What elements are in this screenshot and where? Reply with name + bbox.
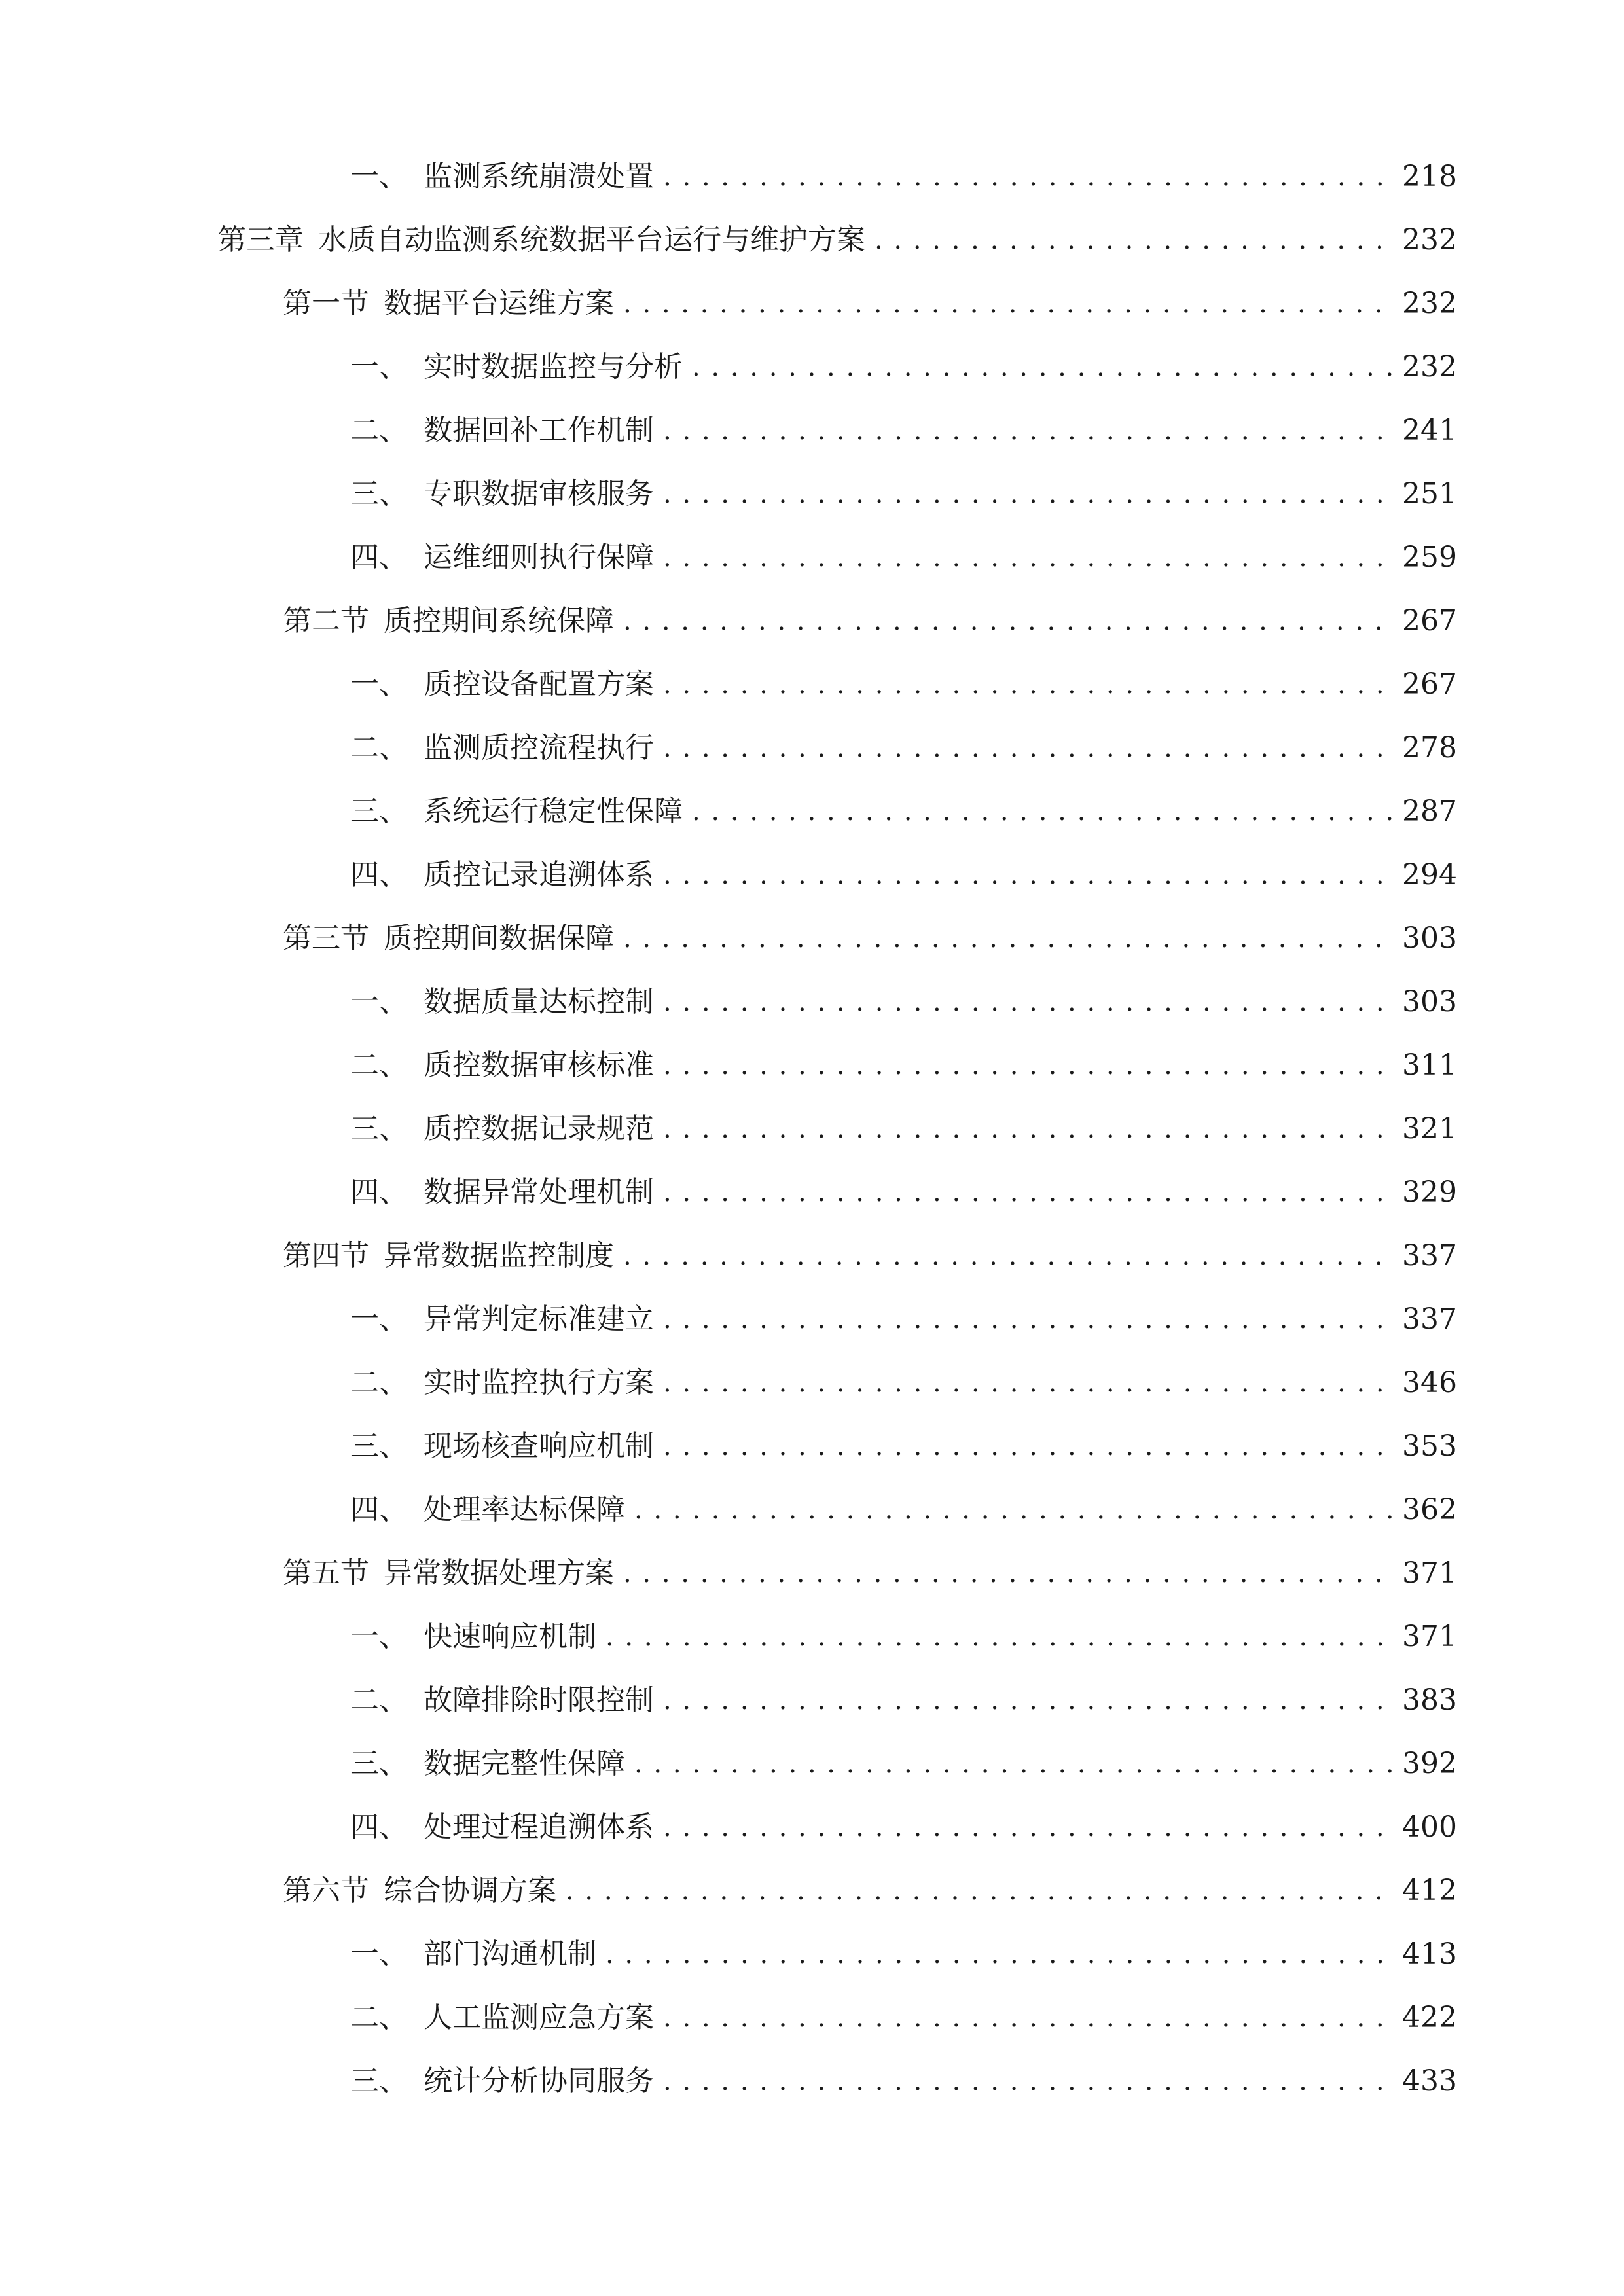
entry-number: 一、 — [350, 1620, 408, 1653]
toc-entry[interactable] — [350, 1287, 1457, 1352]
entry-number: 一、 — [350, 668, 408, 701]
entry-page-number: 400 — [1402, 1810, 1457, 1844]
dot-leader — [634, 1732, 1393, 1796]
toc-entry[interactable] — [350, 2049, 1457, 2113]
entry-number: 一、 — [350, 985, 408, 1018]
toc-entry[interactable] — [350, 399, 1457, 463]
entry-number: 四、 — [350, 1810, 408, 1844]
toc-entry[interactable] — [283, 272, 1457, 336]
entry-page-number: 251 — [1402, 477, 1457, 511]
entry-title: 实时数据监控与分析 — [424, 350, 683, 384]
entry-page-number: 362 — [1402, 1493, 1457, 1526]
entry-number: 第四节 — [283, 1239, 369, 1272]
entry-number: 二、 — [350, 1366, 408, 1399]
dot-leader — [663, 526, 1393, 590]
dot-leader — [663, 145, 1393, 209]
entry-title: 异常判定标准建立 — [424, 1302, 654, 1336]
entry-page-number: 337 — [1402, 1302, 1457, 1336]
dot-leader — [663, 970, 1393, 1034]
entry-page-number: 329 — [1402, 1175, 1457, 1209]
entry-title: 异常数据处理方案 — [384, 1556, 614, 1590]
dot-leader — [623, 1541, 1393, 1605]
entry-title: 人工监测应急方案 — [424, 2001, 654, 2034]
dot-leader — [663, 462, 1393, 526]
toc-entry[interactable] — [283, 1541, 1457, 1605]
dot-leader — [663, 399, 1393, 463]
entry-number: 二、 — [350, 1049, 408, 1082]
toc-entry[interactable] — [283, 1224, 1457, 1288]
entry-page-number: 321 — [1402, 1112, 1457, 1145]
toc-entry[interactable] — [350, 1795, 1457, 1859]
entry-page-number: 383 — [1402, 1683, 1457, 1717]
entry-page-number: 294 — [1402, 858, 1457, 891]
entry-title: 数据异常处理机制 — [424, 1175, 654, 1209]
entry-number: 二、 — [350, 731, 408, 764]
entry-title: 数据完整性保障 — [424, 1747, 625, 1780]
entry-page-number: 422 — [1402, 2001, 1457, 2034]
entry-page-number: 392 — [1402, 1747, 1457, 1780]
entry-title: 处理率达标保障 — [424, 1493, 625, 1526]
toc-entry[interactable] — [350, 843, 1457, 907]
entry-number: 四、 — [350, 858, 408, 891]
dot-leader — [663, 1287, 1393, 1352]
entry-title: 运维细则执行保障 — [424, 541, 654, 574]
entry-title: 系统运行稳定性保障 — [424, 795, 683, 828]
toc-entry[interactable] — [350, 1922, 1457, 1986]
entry-title: 现场核查响应机制 — [424, 1429, 654, 1463]
entry-title: 监测质控流程执行 — [424, 731, 654, 764]
toc-entry[interactable] — [350, 1605, 1457, 1669]
entry-number: 二、 — [350, 414, 408, 447]
toc-entry[interactable] — [350, 1097, 1457, 1161]
dot-leader — [623, 906, 1393, 971]
entry-number: 第三章 — [217, 223, 304, 257]
dot-leader — [663, 1414, 1393, 1479]
entry-number: 二、 — [350, 2001, 408, 2034]
entry-number: 一、 — [350, 1937, 408, 1971]
entry-number: 四、 — [350, 1493, 408, 1526]
entry-page-number: 337 — [1402, 1239, 1457, 1272]
entry-number: 第六节 — [283, 1874, 369, 1907]
entry-page-number: 433 — [1402, 2064, 1457, 2098]
dot-leader — [663, 1351, 1393, 1415]
entry-number: 三、 — [350, 1429, 408, 1463]
entry-page-number: 232 — [1402, 223, 1457, 257]
toc-entry[interactable] — [217, 208, 1457, 272]
toc-entry[interactable] — [283, 589, 1457, 653]
entry-title: 数据平台运维方案 — [384, 287, 614, 320]
dot-leader — [663, 2049, 1393, 2113]
entry-title: 水质自动监测系统数据平台运行与维护方案 — [318, 223, 865, 257]
dot-leader — [663, 1097, 1393, 1161]
entry-number: 一、 — [350, 350, 408, 384]
entry-number: 三、 — [350, 477, 408, 511]
entry-number: 二、 — [350, 1683, 408, 1717]
entry-number: 第一节 — [283, 287, 369, 320]
entry-page-number: 303 — [1402, 922, 1457, 955]
dot-leader — [566, 1859, 1393, 1923]
toc-entry[interactable] — [350, 780, 1457, 844]
entry-title: 专职数据审核服务 — [424, 477, 654, 511]
toc-entry[interactable] — [350, 1414, 1457, 1479]
dot-leader — [663, 1033, 1393, 1098]
entry-title: 处理过程追溯体系 — [424, 1810, 654, 1844]
entry-number: 四、 — [350, 1175, 408, 1209]
entry-title: 故障排除时限控制 — [424, 1683, 654, 1717]
entry-number: 三、 — [350, 795, 408, 828]
toc-entry[interactable] — [350, 1033, 1457, 1098]
entry-page-number: 346 — [1402, 1366, 1457, 1399]
entry-page-number: 287 — [1402, 795, 1457, 828]
entry-title: 质控设备配置方案 — [424, 668, 654, 701]
entry-title: 质控数据审核标准 — [424, 1049, 654, 1082]
toc-entry[interactable] — [350, 462, 1457, 526]
entry-page-number: 267 — [1402, 668, 1457, 701]
entry-title: 部门沟通机制 — [424, 1937, 596, 1971]
entry-title: 监测系统崩溃处置 — [424, 160, 654, 193]
toc-entry[interactable] — [350, 716, 1457, 780]
dot-leader — [623, 272, 1393, 336]
entry-page-number: 413 — [1402, 1937, 1457, 1971]
entry-page-number: 278 — [1402, 731, 1457, 764]
toc-entry[interactable] — [350, 653, 1457, 717]
entry-page-number: 259 — [1402, 541, 1457, 574]
dot-leader — [623, 1224, 1393, 1288]
dot-leader — [692, 335, 1393, 399]
dot-leader — [663, 1986, 1393, 2050]
toc-entry[interactable] — [350, 1160, 1457, 1225]
toc-entry[interactable] — [350, 1668, 1457, 1732]
entry-page-number: 218 — [1402, 160, 1457, 193]
dot-leader — [663, 1795, 1393, 1859]
toc-entry[interactable] — [350, 970, 1457, 1034]
entry-number: 第二节 — [283, 604, 369, 637]
toc-entry[interactable] — [350, 1478, 1457, 1542]
entry-number: 三、 — [350, 1747, 408, 1780]
entry-title: 实时监控执行方案 — [424, 1366, 654, 1399]
entry-title: 异常数据监控制度 — [384, 1239, 614, 1272]
entry-title: 统计分析协同服务 — [424, 2064, 654, 2098]
toc-entry[interactable] — [350, 1732, 1457, 1796]
entry-number: 三、 — [350, 1112, 408, 1145]
toc-entry[interactable] — [283, 906, 1457, 971]
entry-title: 质控期间数据保障 — [384, 922, 614, 955]
dot-leader — [663, 1668, 1393, 1732]
entry-number: 一、 — [350, 160, 408, 193]
entry-number: 第五节 — [283, 1556, 369, 1590]
entry-title: 快速响应机制 — [424, 1620, 596, 1653]
dot-leader — [692, 780, 1393, 844]
entry-title: 数据质量达标控制 — [424, 985, 654, 1018]
entry-page-number: 303 — [1402, 985, 1457, 1018]
entry-page-number: 311 — [1402, 1049, 1457, 1082]
entry-page-number: 412 — [1402, 1874, 1457, 1907]
dot-leader — [605, 1922, 1393, 1986]
entry-title: 质控记录追溯体系 — [424, 858, 654, 891]
entry-page-number: 267 — [1402, 604, 1457, 637]
entry-page-number: 371 — [1402, 1620, 1457, 1653]
dot-leader — [875, 208, 1393, 272]
entry-title: 质控期间系统保障 — [384, 604, 614, 637]
dot-leader — [634, 1478, 1393, 1542]
entry-page-number: 232 — [1402, 287, 1457, 320]
entry-number: 一、 — [350, 1302, 408, 1336]
entry-number: 三、 — [350, 2064, 408, 2098]
entry-page-number: 371 — [1402, 1556, 1457, 1590]
dot-leader — [663, 716, 1393, 780]
entry-page-number: 232 — [1402, 350, 1457, 384]
entry-title: 数据回补工作机制 — [424, 414, 654, 447]
toc-entry[interactable] — [350, 1351, 1457, 1415]
toc-entry[interactable] — [350, 145, 1457, 209]
entry-title: 质控数据记录规范 — [424, 1112, 654, 1145]
dot-leader — [663, 653, 1393, 717]
dot-leader — [663, 1160, 1393, 1225]
dot-leader — [605, 1605, 1393, 1669]
entry-page-number: 353 — [1402, 1429, 1457, 1463]
entry-title: 综合协调方案 — [384, 1874, 556, 1907]
toc-entry[interactable] — [350, 526, 1457, 590]
toc-entry[interactable] — [350, 1986, 1457, 2050]
dot-leader — [623, 589, 1393, 653]
entry-number: 四、 — [350, 541, 408, 574]
toc-entry[interactable] — [283, 1859, 1457, 1923]
dot-leader — [663, 843, 1393, 907]
toc-entry[interactable] — [350, 335, 1457, 399]
entry-page-number: 241 — [1402, 414, 1457, 447]
entry-number: 第三节 — [283, 922, 369, 955]
